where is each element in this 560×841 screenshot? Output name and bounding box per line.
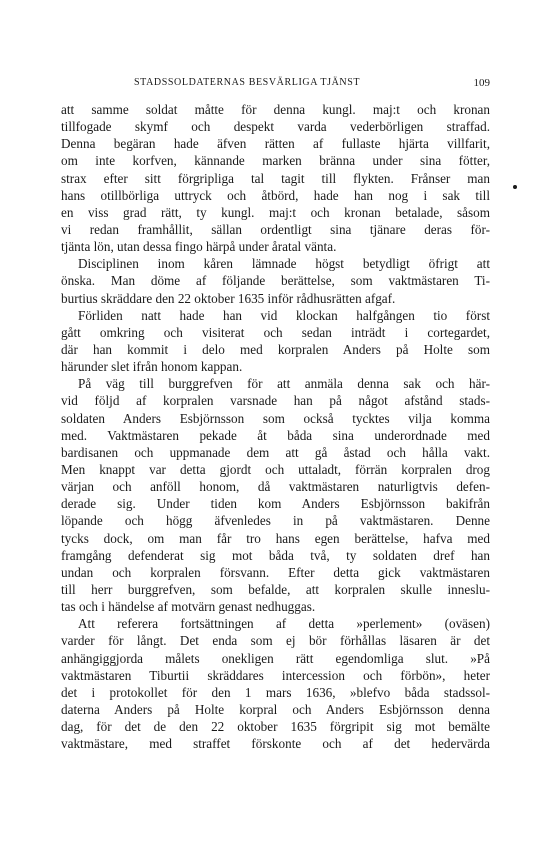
text-line: till herr burggrefven, som befalde, att korpralen skulle inneslu-: [61, 581, 490, 597]
text-line: vaktmästaren Tiburtii skräddares intercession och förbön», heter: [61, 667, 490, 683]
text-line: anhängiggjorda målets onekligen rätt egendomliga slut. »På: [61, 650, 490, 666]
text-line: Men knappt var detta gjordt och uttaladt, förrän korpralen drog: [61, 461, 490, 477]
text-line: dag, för det de den 22 oktober 1635 förgripit sig mot bemälte: [61, 719, 490, 735]
running-head: [61, 77, 490, 93]
text-line: derade sig. Under tiden kom Anders Esbjörnsson bakifrån: [61, 496, 490, 512]
body-text: [61, 101, 490, 752]
text-line: vi redan framhållit, sällan ordentligt sina tjänare deras för-: [61, 221, 490, 237]
text-line: soldaten Anders Esbjörnsson som också tycktes vilja komma: [61, 410, 490, 426]
page-number: 109: [473, 77, 490, 89]
text-line: tas och i händelse af motvärn genast nedhuggas.: [61, 599, 316, 615]
text-line: en viss grad rätt, ty kungl. maj:t och kronan betalade, såsom: [61, 204, 490, 220]
text-line: undan och korpralen försvann. Efter detta gick vaktmästaren: [61, 564, 490, 580]
text-line: På väg till burggrefven för att anmäla denna sak och här-: [78, 376, 490, 392]
text-line: att samme soldat måtte för denna kungl. maj:t och kronan: [61, 102, 490, 117]
text-line: hans otillbörliga uttryck och åtbörd, hade han nog i sak till: [61, 187, 490, 203]
text-line: varder för långt. Det enda som ej bör förhållas läsaren är det: [61, 633, 490, 649]
text-line: härunder slet ifrån honom kappan.: [61, 359, 243, 375]
text-line: värjan och anföll honom, då vaktmästaren naturligtvis defen-: [61, 479, 490, 495]
text-line: Disciplinen inom kåren lämnade högst betydligt öfrigt att: [78, 256, 490, 272]
running-title: STADSSOLDATERNAS BESVÄRLIGA TJÄNST: [134, 77, 361, 88]
margin-mark: [513, 185, 517, 189]
text-line: Denna begäran hade äfven rätten af fullaste hjärta villfarit,: [61, 136, 490, 152]
text-line: med. Vaktmästaren pekade åt båda sina underordnade med: [61, 427, 490, 443]
text-line: tillfogade skymf och despekt varda vederbörligen straffad.: [61, 119, 490, 135]
text-line: framgång defenderat sig mot båda två, ty soldaten dref han: [61, 547, 490, 563]
text-line: bardisanen och uppmanade dem att gå åstad och hålla vakt.: [61, 444, 490, 460]
text-line: önska. Man döme af följande berättelse, som vaktmästaren Ti-: [61, 273, 490, 289]
text-line: löpande och högg äfvenledes in på vaktmästaren. Denne: [61, 513, 490, 529]
text-line: vaktmästare, med straffet förskonte och af det hedervärda: [61, 736, 490, 752]
text-line: tjänta lön, utan dessa fingo härpå under åratal vänta.: [61, 239, 337, 255]
text-line: där han kommit i delo med korpralen Anders på Holte som: [61, 341, 490, 357]
text-line: strax efter sitt förgripliga tal tagit till flykten. Frånser man: [61, 170, 490, 186]
text-line: gått omkring och visiterat och sedan inträdt i cortegardet,: [61, 324, 490, 340]
text-line: om inte korfven, kännande marken bränna under sina fötter,: [61, 153, 490, 169]
text-line: Att referera fortsättningen af detta »perlement» (oväsen): [78, 616, 490, 632]
text-line: burtius skräddare den 22 oktober 1635 inför rådhusrätten afgaf.: [61, 290, 396, 306]
text-line: tycks dock, om man får tro hans egen berättelse, hafva med: [61, 530, 490, 546]
text-line: daterna Anders på Holte korpral och Anders Esbjörnsson denna: [61, 701, 490, 717]
text-line: det i protokollet för den 1 mars 1636, »blefvo båda stadssol-: [61, 684, 490, 700]
text-line: vid följd af korpralen varsnade han på något afstånd stads-: [61, 393, 490, 409]
text-line: Förliden natt hade han vid klockan halfgången tio först: [78, 307, 490, 323]
